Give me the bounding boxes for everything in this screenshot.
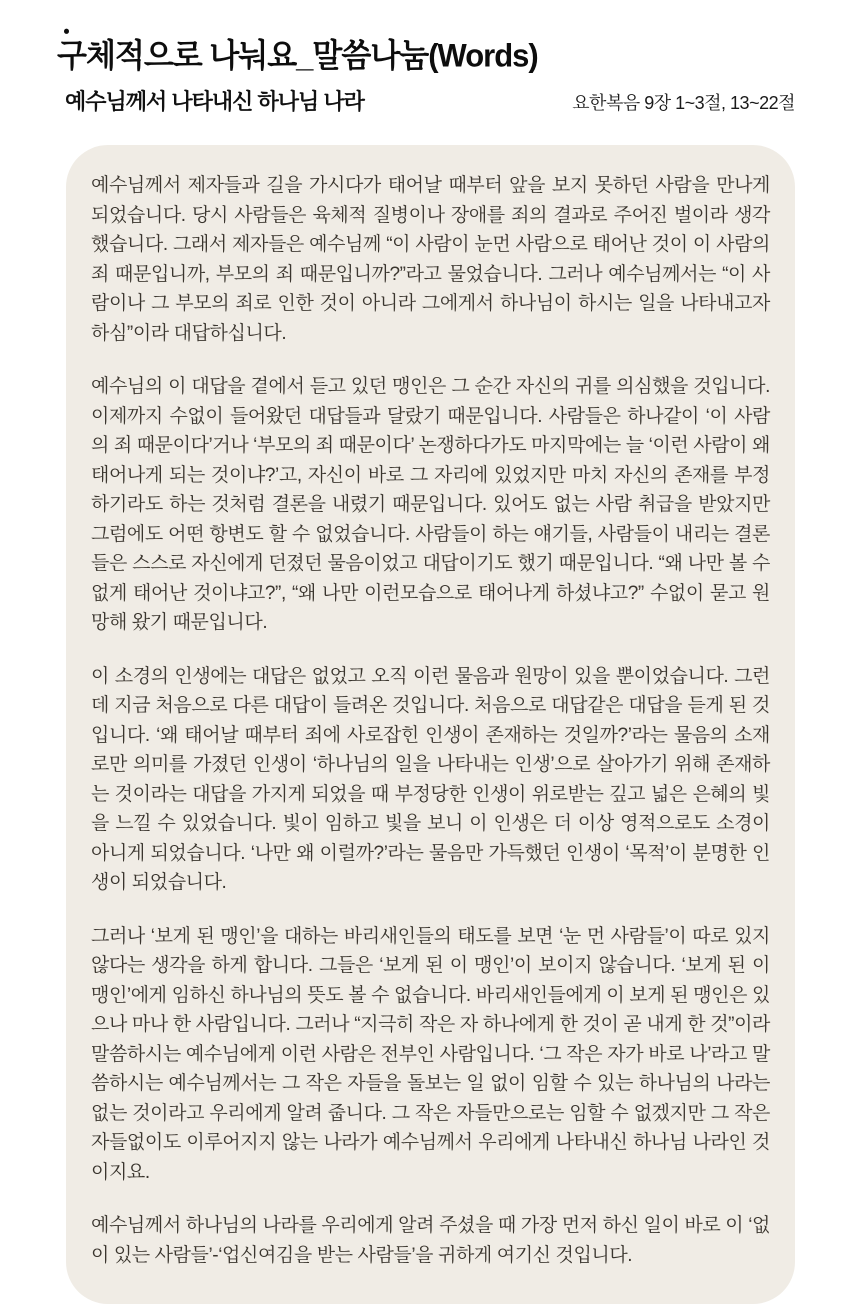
body-paragraph: 예수님께서 제자들과 길을 가시다가 태어날 때부터 앞을 보지 못하던 사람을 만나게 되었습니다. 당시 사람들은 육체적 질병이나 장애를 죄의 결과로 주어진 벌이라 생각했습니다. 그래서 제자들은 예수님께 “이 사람이 눈먼 사람으로 태어난 것이 이 사람의 죄 때문입니까, 부모의 죄 때문입니까?”라고 물었습니다. 그러나 예수님께서는 “이 사람이나 그 부모의 죄로 인한 것이 아니라 그에게서 하나님이 하시는 일을 나타내고자 하심”이라 대답하십니다.: [91, 175, 770, 344]
lesson-title: 예수님께서 나타내신 하나님 나라: [65, 88, 364, 114]
page-title-text: 구체적으로 나눠요_말씀나눔(Words): [57, 37, 538, 74]
body-paragraph: 예수님의 이 대답을 곁에서 듣고 있던 맹인은 그 순간 자신의 귀를 의심했을 것입니다. 이제까지 수없이 들어왔던 대답들과 달랐기 때문입니다. 사람들은 하나같이 ‘이 사람의 죄 때문이다’거나 ‘부모의 죄 때문이다’ 논쟁하다가도 마지막에는 늘 ‘이런 사람이 왜 태어나게 되는 것이냐?’고, 자신이 바로 그 자리에 있었지만 마치 자신의 존재를 부정하기라도 하는 것처럼 결론을 내렸기 때문입니다. 있어도 없는 사람 취급을 받았지만 그럼에도 어떤 항변도 할 수 없었습니다. 사람들이 하는 얘기들, 사람들이 내리는 결론들은 스스로 자신에게 던졌던 물음이었고 대답이기도 했기 때문입니다. “왜 나만 볼 수 없게 태어난 것이냐고?”, “왜 나만 이런모습으로 태어나게 하셨냐고?” 수없이 묻고 원망해 왔기 때문입니다.: [91, 376, 770, 633]
body-paragraph: 이 소경의 인생에는 대답은 없었고 오직 이런 물음과 원망이 있을 뿐이었습니다. 그런데 지금 처음으로 다른 대답이 들려온 것입니다. 처음으로 대답같은 대답을 듣게 된 것입니다. ‘왜 태어날 때부터 죄에 사로잡힌 인생이 존재하는 것일까?’라는 물음의 소재로만 의미를 가졌던 인생이 ‘하나님의 일을 나타내는 인생’으로 살아가기 위해 존재하는 것이라는 대답을 가지게 되었을 때 부정당한 인생이 위로받는 깊고 넓은 은혜의 빛을 느낄 수 있었습니다. 빛이 임하고 빛을 보니 이 인생은 더 이상 영적으로도 소경이 아니게 되었습니다. ‘나만 왜 이럴까?’라는 물음만 가득했던 인생이 ‘목적’이 분명한 인생이 되었습니다.: [91, 665, 770, 893]
body-paragraph: 그러나 ‘보게 된 맹인’을 대하는 바리새인들의 태도를 보면 ‘눈 먼 사람들’이 따로 있지 않다는 생각을 하게 합니다. 그들은 ‘보게 된 이 맹인’이 보이지 않습니다. ‘보게 된 이 맹인’에게 임하신 하나님의 뜻도 볼 수 없습니다. 바리새인들에게 이 보게 된 맹인은 있으나 마나 한 사람입니다. 그러나 “지극히 작은 자 하나에게 한 것이 곧 내게 한 것”이라 말씀하시는 예수님에게 이런 사람은 전부인 사람입니다. ‘그 작은 자가 바로 나’라고 말씀하시는 예수님께서는 그 작은 자들을 돌보는 일 없이 임할 수 있는 하나님의 나라는 없는 것이라고 우리에게 알려 줍니다. 그 작은 자들만으로는 임할 수 없겠지만 그 작은 자들없이도 이루어지지 않는 나라가 예수님께서 우리에게 나타내신 하나님 나라인 것이지요.: [91, 925, 770, 1183]
scripture-reference: 요한복음 9장 1~3절, 13~22절: [572, 92, 795, 113]
subtitle-row: [57, 85, 795, 116]
header: [57, 36, 795, 116]
body-paragraph: 예수님께서 하나님의 나라를 우리에게 알려 주셨을 때 가장 먼저 하신 일이 바로 이 ‘없이 있는 사람들’-‘업신여김을 받는 사람들’을 귀하게 여기신 것입니다.: [91, 1215, 770, 1266]
content-box: [66, 145, 795, 1304]
page-title: [57, 36, 538, 77]
title-accent-dot: [64, 29, 69, 34]
